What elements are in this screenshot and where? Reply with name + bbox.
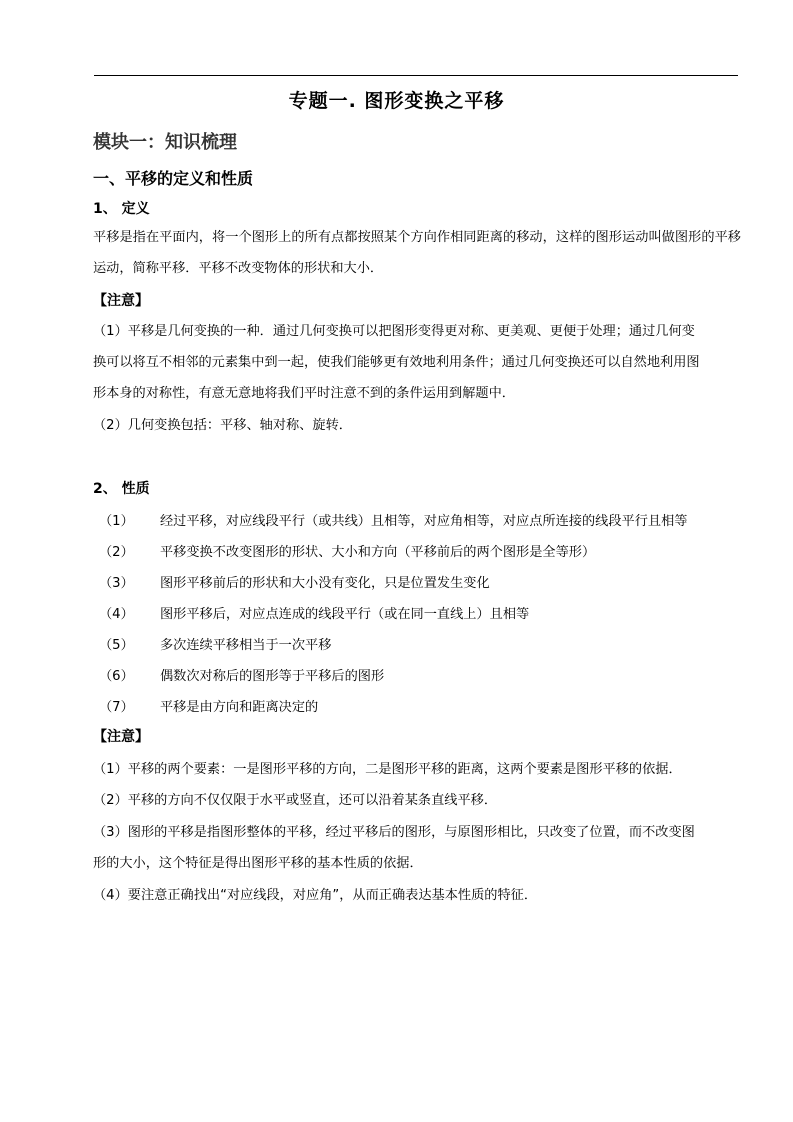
property-text: 图形平移后，对应点连成的线段平行（或在同一直线上）且相等 bbox=[160, 607, 530, 622]
property-text: 图形平移前后的形状和大小没有变化，只是位置发生变化 bbox=[160, 576, 490, 591]
header-rule bbox=[94, 75, 738, 76]
property-text: 平移变换不改变图形的形状、大小和方向（平移前后的两个图形是全等形） bbox=[160, 545, 596, 560]
property-number: （4） bbox=[99, 607, 134, 622]
property-number: （3） bbox=[99, 576, 134, 591]
property-text: 多次连续平移相当于一次平移 bbox=[160, 638, 332, 653]
note1-item1-line3: 形本身的对称性，有意无意地将我们平时注意不到的条件运用到解题中． bbox=[93, 386, 515, 401]
property-text: 经过平移，对应线段平行（或共线）且相等，对应角相等，对应点所连接的线段平行且相等 bbox=[160, 514, 688, 529]
document-title: 专题一. 图形变换之平移 bbox=[288, 90, 505, 112]
note2-item3-line2: 形的大小，这个特征是得出图形平移的基本性质的依据． bbox=[93, 856, 423, 871]
property-number: （1） bbox=[99, 514, 134, 529]
note-label: 【注意】 bbox=[93, 293, 149, 309]
properties-heading: 2、 性质 bbox=[93, 481, 150, 497]
property-text: 平移是由方向和距离决定的 bbox=[160, 700, 319, 715]
definition-text: 平移是指在平面内，将一个图形上的所有点都按照某个方向作相同距离的移动，这样的图形运动叫做图形的平移运动，简称平移．平移不改变物体的形状和大小． bbox=[93, 230, 741, 276]
property-number: （7） bbox=[99, 700, 134, 715]
note2-item4: （4）要注意正确找出“对应线段，对应角”，从而正确表达基本性质的特征． bbox=[93, 888, 538, 903]
note1-item2: （2）几何变换包括：平移、轴对称、旋转． bbox=[93, 418, 352, 433]
definition-heading: 1、 定义 bbox=[93, 201, 150, 217]
note2-item2: （2）平移的方向不仅仅限于水平或竖直，还可以沿着某条直线平移． bbox=[93, 793, 498, 808]
property-text: 偶数次对称后的图形等于平移后的图形 bbox=[160, 669, 385, 684]
note2-item1: （1）平移的两个要素：一是图形平移的方向，二是图形平移的距离，这两个要素是图形平移的依据． bbox=[93, 762, 682, 777]
section-heading: 一、平移的定义和性质 bbox=[93, 169, 254, 188]
property-number: （5） bbox=[99, 638, 134, 653]
note1-item1-line1: （1）平移是几何变换的一种．通过几何变换可以把图形变得更对称、更美观、更便于处理；通过几何变 bbox=[93, 324, 695, 339]
note-label: 【注意】 bbox=[93, 729, 149, 745]
property-number: （2） bbox=[99, 545, 134, 560]
note2-item3-line1: （3）图形的平移是指图形整体的平移，经过平移后的图形，与原图形相比，只改变了位置，而不改变图 bbox=[93, 825, 695, 840]
note1-item1-line2: 换可以将互不相邻的元素集中到一起，使我们能够更有效地利用条件；通过几何变换还可以自然地利用图 bbox=[93, 355, 700, 370]
module-heading: 模块一：知识梳理 bbox=[93, 132, 237, 153]
property-number: （6） bbox=[99, 669, 134, 684]
